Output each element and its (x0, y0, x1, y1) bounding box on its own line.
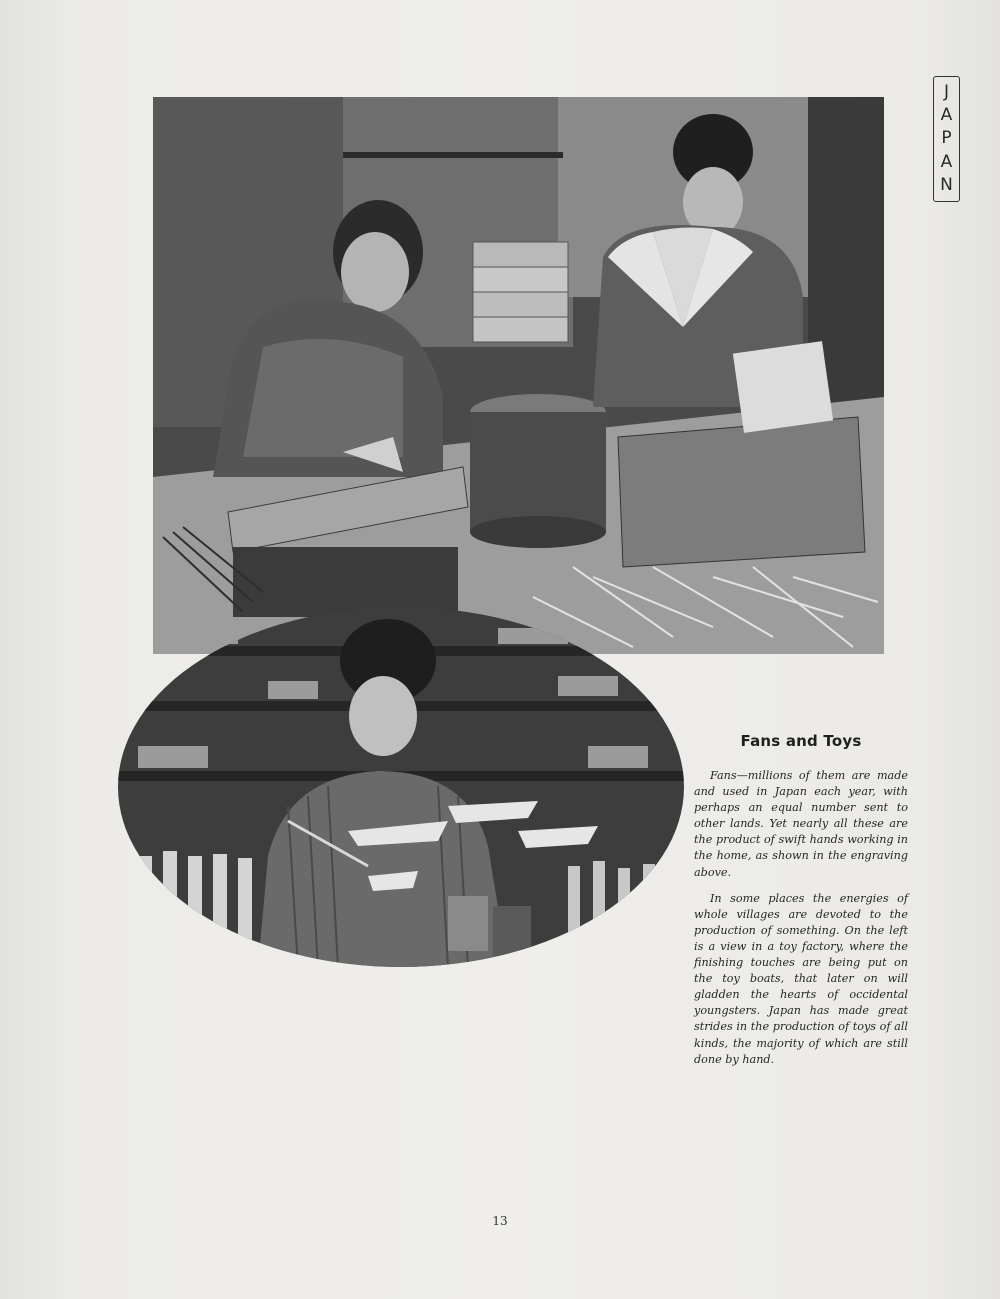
article-paragraph: Fans—millions of them are made and used in Japan each year, with perhaps an equal number sent to other lands. Yet nearly all these are the product of swift hands working in the home, as shown in the engraving above. (694, 769, 908, 879)
section-tab-japan (933, 76, 960, 202)
article-paragraph: In some places the energies of whole villages are devoted to the production of something. On the left is a view in a toy factory, where the finishing touches are being put on the toy boats, that later on will gladden the hearts of occidental youngsters. Japan has made great strides in the production of toys of all kinds, the majority of which are still done by hand. (694, 891, 908, 1066)
article-title: Fans and Toys (740, 732, 862, 750)
section-tab-letter: N (940, 174, 953, 195)
section-tab-letter: A (940, 105, 953, 126)
section-tab-letter: P (941, 128, 952, 149)
article-text-column (694, 732, 908, 1078)
section-tab-letter: J (943, 82, 949, 103)
section-tab-letter: A (940, 151, 953, 172)
fan-makers-photo (153, 97, 884, 654)
page-number: 13 (492, 1214, 508, 1228)
toy-factory-photo (118, 606, 684, 968)
